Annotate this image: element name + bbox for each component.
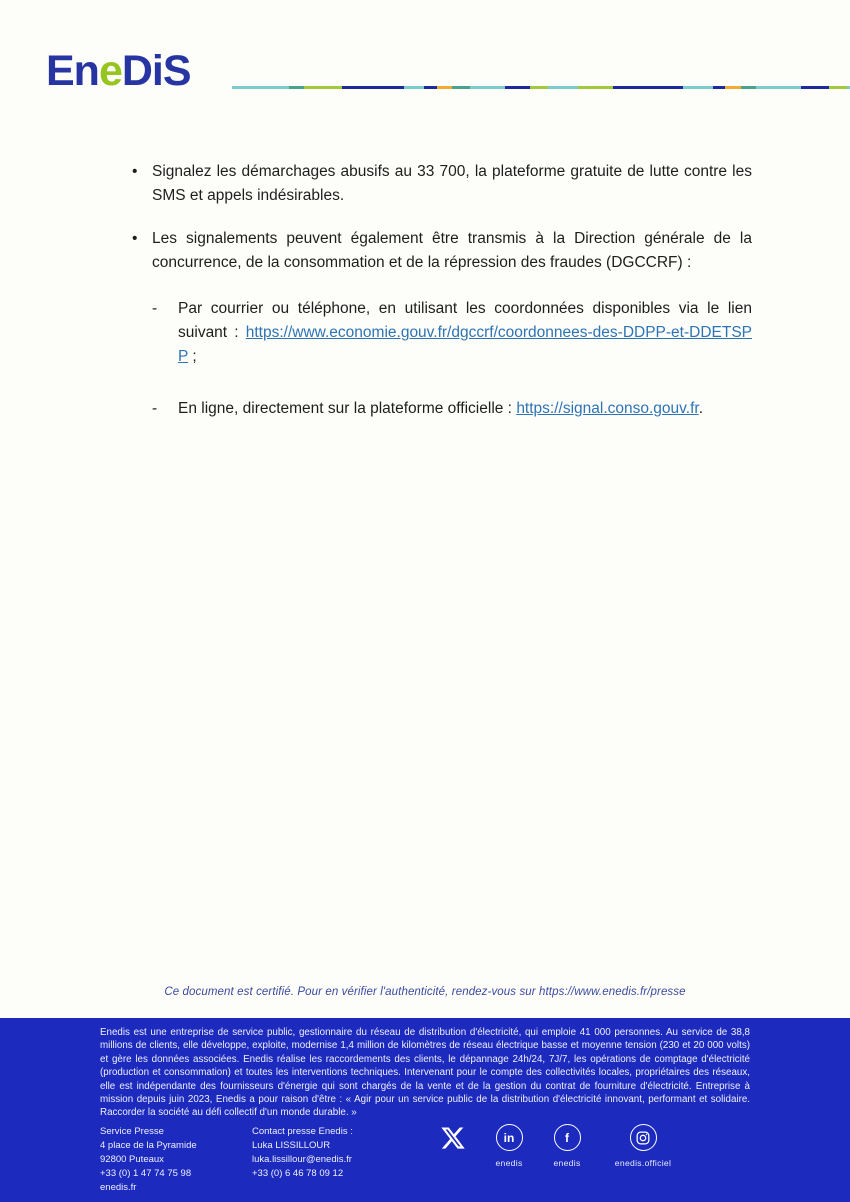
bullet-marker: •: [132, 163, 138, 180]
service-presse-website: enedis.fr: [100, 1182, 137, 1193]
press-contact-email: luka.lissillour@enedis.fr: [252, 1154, 352, 1165]
bullet-signalements: [130, 227, 752, 275]
facebook-social-link[interactable]: [538, 1124, 596, 1168]
service-presse-title: Service Presse: [100, 1126, 164, 1137]
instagram-icon: [630, 1124, 657, 1151]
service-presse-block: [100, 1125, 245, 1195]
sub-bullet-en-ligne: [152, 397, 752, 421]
footer: [0, 1018, 850, 1202]
bullet-marker: •: [132, 230, 138, 247]
press-contact-phone: +33 (0) 6 46 78 09 12: [252, 1168, 344, 1179]
linkedin-icon: [496, 1124, 523, 1151]
press-contact-name: Luka LISSILLOUR: [252, 1140, 331, 1151]
brand-divider-line: [232, 86, 850, 89]
service-presse-address: 4 place de la Pyramide: [100, 1140, 197, 1151]
service-presse-city: 92800 Puteaux: [100, 1154, 164, 1165]
sub-bullet-suffix: ;: [188, 348, 197, 365]
company-description: Enedis est une entreprise de service public, gestionnaire du réseau de distribution d'électricité, qui emploie 41 000 personnes. Au service de 38,8 millions de clients, elle développe, exploite, modernise 1,4 million de kilomètres de réseau électrique basse et moyenne tension (230 et 20 000 volts) et gère les données associées. Enedis réalise les raccordements des clients, le dépannage 24h/24, 7J/7, les opérations de comptage d'électricité (production et consommation) et toutes les interventions techniques. Intervenant pour le compte des collectivités locales, propriétaires des réseaux, elle est indépendante des fournisseurs d'énergie qui sont chargés de la vente et de la gestion du contrat de fourniture d'électricité. Entreprise à mission depuis juin 2023, Enedis a pour raison d'être : « Agir pour un service public de la distribution d'électricité innovant, performant et solidaire. Raccorder la société au défi collectif d'un monde durable. »: [100, 1027, 750, 1119]
linkedin-glyph: in: [503, 1130, 515, 1145]
facebook-glyph: f: [565, 1130, 569, 1145]
press-contact-block: [252, 1125, 412, 1181]
enedis-logo: [46, 47, 191, 95]
x-icon: [440, 1125, 466, 1151]
dash-marker: -: [152, 300, 158, 317]
certification-note: Ce document est certifié. Pour en vérifier l'authenticité, rendez-vous sur https://www.enedis.fr/presse: [164, 986, 686, 998]
linkedin-handle-label: enedis: [495, 1158, 523, 1168]
instagram-social-link[interactable]: [596, 1124, 690, 1168]
logo-text-part3: DiS: [121, 47, 191, 95]
facebook-handle-label: enedis: [553, 1158, 581, 1168]
dash-marker: -: [152, 400, 158, 417]
dgccrf-coordinates-link[interactable]: https://www.economie.gouv.fr/dgccrf/coordonnees-des-DDPP-et-DDETSPP: [178, 324, 752, 365]
instagram-handle-label: enedis.officiel: [614, 1158, 672, 1168]
press-contact-title: Contact presse Enedis :: [252, 1126, 353, 1137]
bullet-text: Les signalements peuvent également être transmis à la Direction générale de la concurrence, de la consommation et de la répression des fraudes (DGCCRF) :: [152, 230, 752, 271]
sub-bullet-text: En ligne, directement sur la plateforme officielle :: [178, 400, 517, 417]
facebook-icon: [554, 1124, 581, 1151]
linkedin-social-link[interactable]: [480, 1124, 538, 1168]
sub-bullet-courrier: [152, 297, 752, 369]
logo-text-part2: e: [98, 47, 122, 95]
signal-conso-link[interactable]: https://signal.conso.gouv.fr: [516, 400, 699, 417]
sub-bullet-text: Par courrier ou téléphone, en utilisant les coordonnées disponibles via le lien suivant :: [178, 300, 752, 341]
logo-text-part1: En: [46, 47, 99, 95]
service-presse-phone: +33 (0) 1 47 74 75 98: [100, 1168, 192, 1179]
bullet-signalez: [130, 160, 752, 208]
sub-bullet-suffix: .: [698, 400, 703, 417]
social-links: [436, 1124, 690, 1168]
press-release-body: [130, 160, 752, 421]
x-social-link[interactable]: [436, 1124, 470, 1168]
sub-bullet-list: [152, 297, 752, 421]
bullet-text: Signalez les démarchages abusifs au 33 700, la plateforme gratuite de lutte contre les SMS et appels indésirables.: [152, 163, 752, 204]
